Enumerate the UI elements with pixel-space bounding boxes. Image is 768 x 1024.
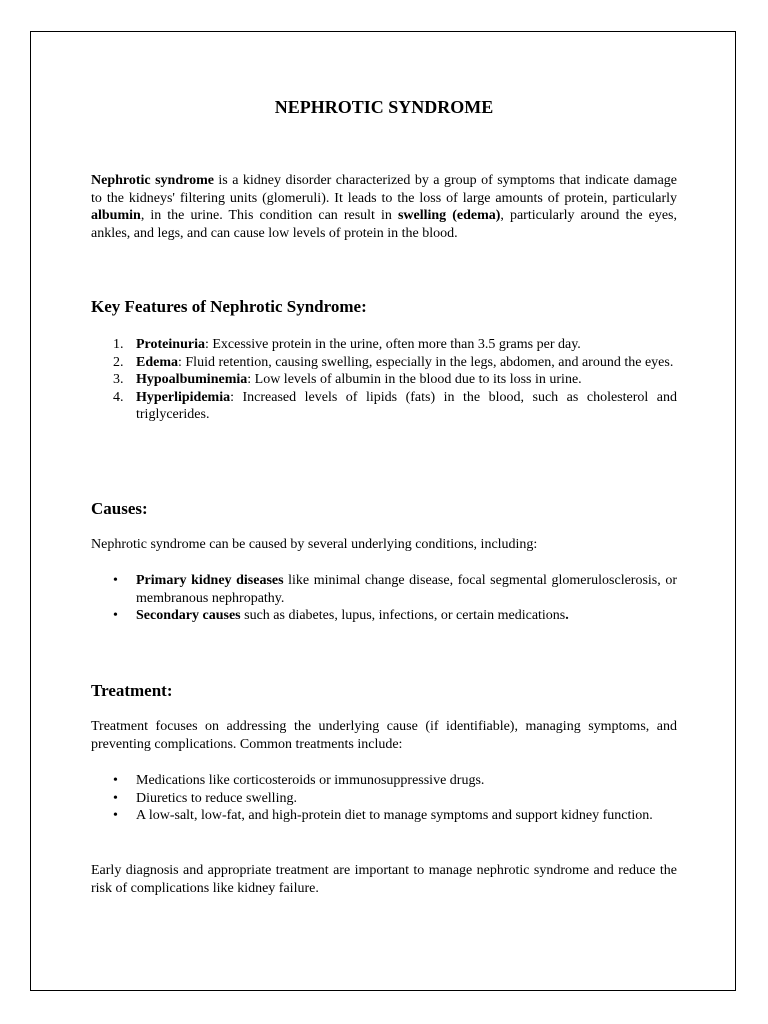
feature-number: 1.: [113, 337, 124, 352]
cause-item: [91, 572, 677, 607]
document-page: [30, 31, 736, 991]
bullet-icon: •: [113, 808, 118, 823]
treatment-heading: Treatment:: [91, 681, 173, 700]
bullet-icon: •: [113, 573, 118, 588]
intro-term-edema: swelling (edema): [397, 208, 501, 223]
cause-text: like minimal change disease, focal segmental glomerulosclerosis, or membranous nephropathy.: [136, 573, 677, 606]
treatment-list: [91, 772, 677, 825]
feature-item: [91, 354, 677, 372]
document-title: NEPHROTIC SYNDROME: [274, 97, 494, 117]
intro-paragraph: [91, 172, 677, 242]
cause-term: Primary kidney diseases: [136, 573, 284, 588]
treatment-item: [91, 790, 677, 808]
treatment-text: Diuretics to reduce swelling.: [136, 790, 297, 806]
intro-text-1: is a kidney disorder characterized by a group of symptoms that indicate damage to the kidneys' filtering units (glomeruli). It leads to the loss of large amounts of protein, particularly: [91, 173, 678, 206]
intro-term-albumin: albumin: [91, 208, 141, 223]
features-heading: Key Features of Nephrotic Syndrome:: [91, 297, 367, 316]
causes-heading: Causes:: [91, 499, 148, 518]
bullet-icon: •: [113, 773, 118, 788]
causes-list: [91, 572, 677, 625]
feature-text: : Low levels of albumin in the blood due to its loss in urine.: [247, 372, 582, 387]
feature-item: [91, 336, 677, 354]
feature-term: Hyperlipidemia: [136, 389, 231, 405]
feature-text: : Excessive protein in the urine, often more than 3.5 grams per day.: [204, 337, 581, 352]
intro-text-2: , in the urine. This condition can result in: [140, 208, 398, 223]
closing-paragraph: Early diagnosis and appropriate treatment are important to manage nephrotic syndrome and reduce the risk of complications like kidney failure.: [91, 863, 677, 896]
feature-term: Proteinuria: [136, 337, 205, 352]
treatment-item: [91, 772, 677, 790]
cause-text: such as diabetes, lupus, infections, or certain medications: [240, 608, 566, 623]
causes-intro: Nephrotic syndrome can be caused by several underlying conditions, including:: [91, 537, 538, 552]
features-list: [91, 336, 677, 424]
bullet-icon: •: [113, 608, 118, 623]
feature-item: [91, 389, 677, 424]
feature-term: Hypoalbuminemia: [136, 372, 248, 387]
feature-number: 4.: [113, 389, 124, 405]
cause-item: [91, 607, 677, 625]
bullet-icon: •: [113, 790, 118, 806]
treatment-item: [91, 807, 677, 825]
feature-item: [91, 371, 677, 389]
feature-text: : Fluid retention, causing swelling, especially in the legs, abdomen, and around the eyes.: [178, 354, 674, 370]
feature-term: Edema: [136, 354, 178, 370]
feature-number: 2.: [113, 354, 124, 370]
feature-text: : Increased levels of lipids (fats) in the blood, such as cholesterol and triglycerides.: [136, 389, 677, 422]
feature-number: 3.: [113, 372, 124, 387]
treatment-text: Medications like corticosteroids or immunosuppressive drugs.: [136, 773, 485, 788]
treatment-text: A low-salt, low-fat, and high-protein diet to manage symptoms and support kidney function.: [136, 808, 653, 823]
cause-end: .: [565, 608, 569, 623]
intro-text-3: , particularly around the eyes, ankles, and legs, and can cause low levels of protein in the blood.: [91, 208, 677, 241]
cause-term: Secondary causes: [136, 608, 241, 623]
intro-term-nephrotic: Nephrotic syndrome: [91, 173, 214, 188]
treatment-intro: Treatment focuses on addressing the underlying cause (if identifiable), managing symptoms, and preventing complications. Common treatments include:: [91, 719, 677, 752]
